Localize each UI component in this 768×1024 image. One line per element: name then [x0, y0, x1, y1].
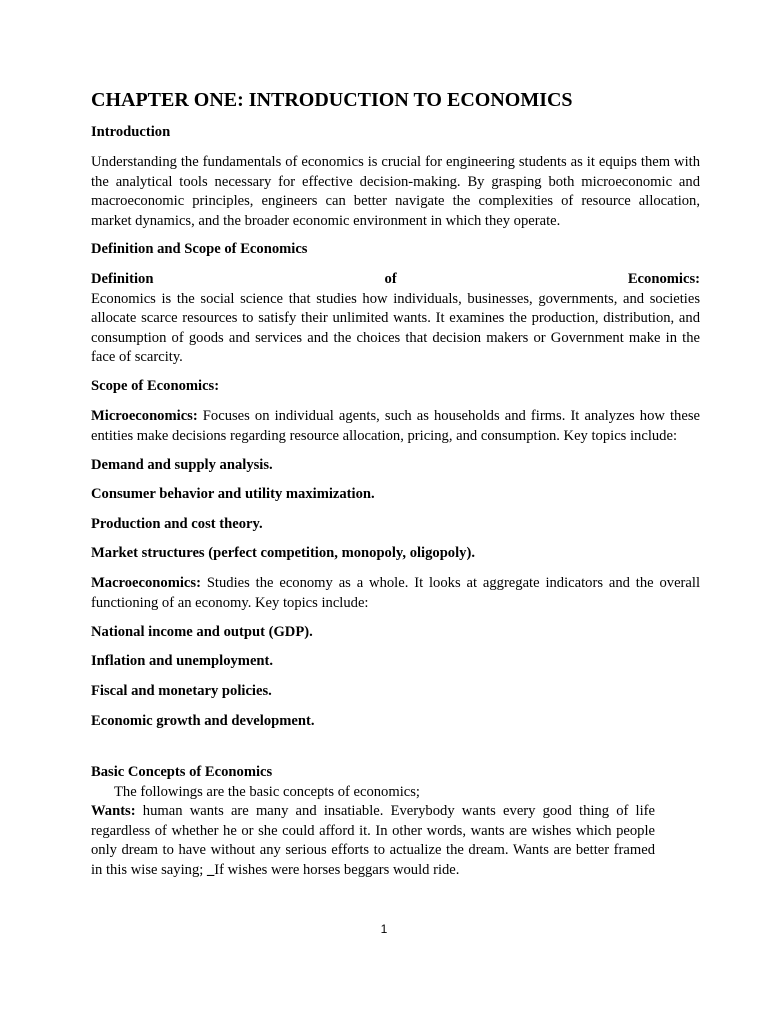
macro-topic-item: Inflation and unemployment. — [91, 653, 274, 669]
macro-topic-item: National income and output (GDP). — [91, 624, 313, 640]
definition-scope-heading: Definition and Scope of Economics — [91, 241, 308, 257]
introduction-paragraph: Understanding the fundamentals of economics is crucial for engineering students as it equips them with the analytical tools necessary for effective decision-making. By grasping both microeconomic and macroeconomic principles, engineers can better navigate the complexities of resource allocation, market dynamics, and the broader economic environment in which they operate. — [91, 154, 700, 229]
micro-topic-item: Consumer behavior and utility maximization. — [91, 486, 375, 502]
definition-heading — [91, 270, 700, 290]
macroeconomics-paragraph — [91, 574, 700, 613]
wants-label: Wants: — [91, 803, 136, 819]
definition-heading-word: of — [384, 271, 397, 287]
macro-topic-item: Economic growth and development. — [91, 713, 315, 729]
definition-heading-word: Definition — [91, 271, 154, 287]
wants-text: human wants are many and insatiable. Everybody wants every good thing of life regardless of whether he or she could afford it. In other words, wants are wishes which people only dream to have without any serious efforts to actualize the dream. Wants are better framed in this wise saying; — [91, 803, 655, 878]
wants-quote-mark: _ — [206, 861, 215, 878]
macroeconomics-text: Studies the economy as a whole. It looks at aggregate indicators and the overall functioning of an economy. Key topics include: — [91, 575, 700, 611]
microeconomics-label: Microeconomics: — [91, 408, 198, 424]
chapter-title: CHAPTER ONE: INTRODUCTION TO ECONOMICS — [91, 89, 573, 111]
basic-concepts-intro: The followings are the basic concepts of economics; — [114, 784, 420, 800]
micro-topic-item: Market structures (perfect competition, monopoly, oligopoly). — [91, 545, 475, 561]
micro-topic-item: Demand and supply analysis. — [91, 457, 273, 473]
microeconomics-text: Focuses on individual agents, such as households and firms. It analyzes how these entities make decisions regarding resource allocation, pricing, and consumption. Key topics include: — [91, 408, 700, 444]
basic-concepts-heading: Basic Concepts of Economics — [91, 764, 273, 780]
definition-paragraph: Economics is the social science that studies how individuals, businesses, governments, and societies allocate scarce resources to satisfy their unlimited wants. It examines the production, distribution, and consumption of goods and services and the choices that decision makers or Government make in the face of scarcity. — [91, 290, 700, 365]
micro-topic-item: Production and cost theory. — [91, 516, 263, 532]
macro-topic-item: Fiscal and monetary policies. — [91, 683, 272, 699]
definition-heading-word: Economics: — [627, 271, 700, 287]
scope-heading: Scope of Economics: — [91, 378, 220, 394]
wants-quote: If wishes were horses beggars would ride. — [214, 861, 460, 878]
page-number: 1 — [380, 922, 388, 936]
introduction-heading: Introduction — [91, 124, 171, 140]
definition-section — [91, 270, 700, 368]
macroeconomics-label: Macroeconomics: — [91, 575, 201, 591]
wants-paragraph — [91, 802, 655, 880]
microeconomics-paragraph — [91, 407, 700, 446]
